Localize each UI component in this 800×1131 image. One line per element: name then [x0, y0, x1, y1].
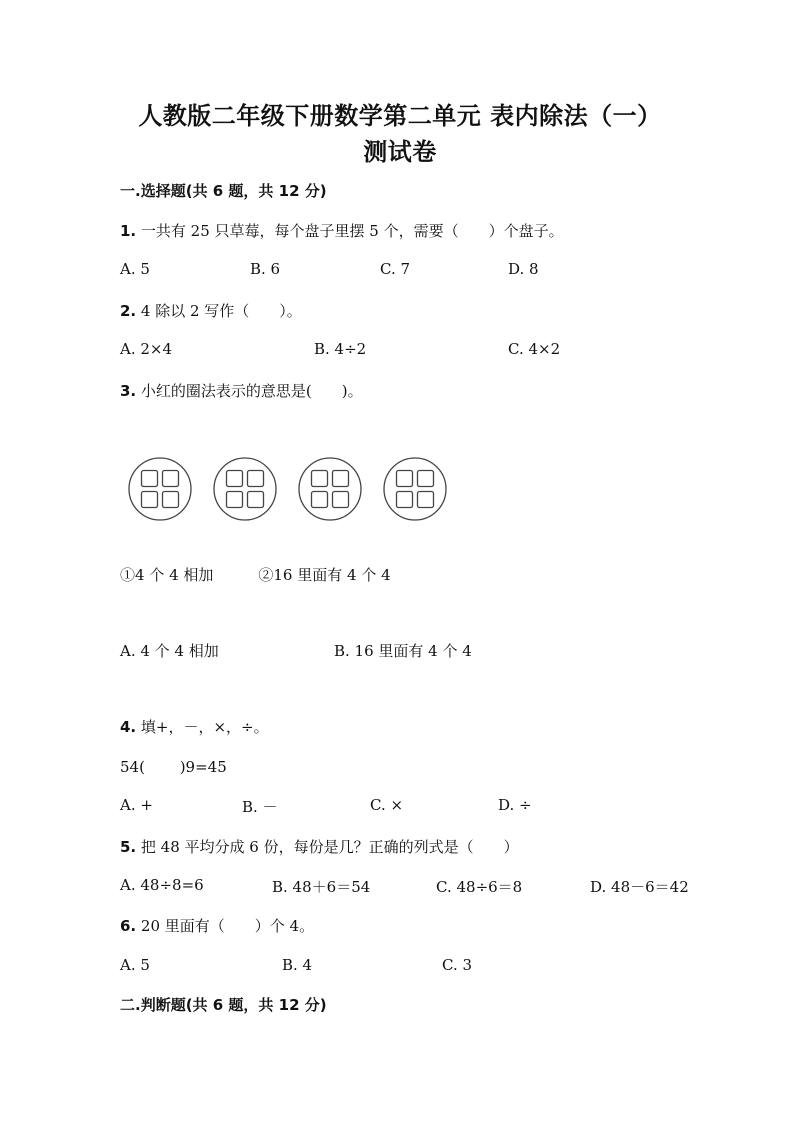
question-2 [120, 300, 302, 321]
square [163, 471, 179, 487]
q4-option-b[interactable]: B. － [242, 798, 278, 816]
question-number: 6. [120, 917, 137, 935]
circled-squares-diagram [128, 456, 458, 526]
square [312, 492, 328, 508]
square [397, 471, 413, 487]
question-text: 一共有 25 只草莓，每个盘子里摆 5 个，需要（ ）个盘子。 [136, 222, 564, 240]
square [163, 492, 179, 508]
page-subtitle: 测试卷 [363, 138, 437, 166]
square [397, 492, 413, 508]
square [333, 471, 349, 487]
square [312, 471, 328, 487]
question-text: 小红的圈法表示的意思是( )。 [136, 382, 363, 400]
q4-option-a[interactable]: A. + [120, 796, 153, 814]
question-text: 把 48 平均分成 6 份，每份是几？正确的列式是（ ） [136, 838, 519, 856]
square [418, 471, 434, 487]
question-5 [120, 836, 519, 857]
section-heading-choice: 一.选择题(共 6 题，共 12 分) [120, 182, 327, 200]
q5-option-b[interactable]: B. 48＋6＝54 [272, 878, 371, 896]
q4-expression: 54( )9=45 [120, 758, 227, 776]
square [248, 471, 264, 487]
question-text: 4 除以 2 写作（ ）。 [136, 302, 302, 320]
q2-option-a[interactable]: A. 2×4 [120, 340, 173, 358]
square [142, 492, 158, 508]
group-circle [214, 458, 276, 520]
question-6 [120, 915, 314, 936]
square [227, 492, 243, 508]
q3-option-b[interactable]: B. 16 里面有 4 个 4 [334, 642, 472, 660]
q5-option-c[interactable]: C. 48÷6＝8 [436, 878, 523, 896]
question-number: 1. [120, 222, 137, 240]
q2-option-c[interactable]: C. 4×2 [508, 340, 561, 358]
group-circle [129, 458, 191, 520]
q4-option-c[interactable]: C. × [370, 796, 404, 814]
q5-option-d[interactable]: D. 48－6＝42 [590, 878, 689, 896]
question-text: 填+，－，×，÷。 [136, 718, 269, 736]
group-circle [299, 458, 361, 520]
square [248, 492, 264, 508]
square [227, 471, 243, 487]
q5-option-a[interactable]: A. 48÷8=6 [120, 876, 204, 894]
square [142, 471, 158, 487]
question-text: 20 里面有（ ）个 4。 [136, 917, 315, 935]
page-title: 人教版二年级下册数学第二单元 表内除法（一） [138, 102, 662, 130]
section-heading-judgement: 二.判断题(共 6 题，共 12 分) [120, 996, 327, 1014]
q6-option-b[interactable]: B. 4 [282, 956, 313, 974]
q6-option-c[interactable]: C. 3 [442, 956, 473, 974]
question-number: 4. [120, 718, 137, 736]
question-number: 2. [120, 302, 137, 320]
q1-option-d[interactable]: D. 8 [508, 260, 539, 278]
q3-statement: ①4 个 4 相加 ②16 里面有 4 个 4 [120, 566, 391, 584]
q1-option-b[interactable]: B. 6 [250, 260, 281, 278]
grouping-figure [128, 456, 458, 530]
q6-option-a[interactable]: A. 5 [120, 956, 150, 974]
square [333, 492, 349, 508]
q1-option-a[interactable]: A. 5 [120, 260, 150, 278]
question-3 [120, 380, 363, 401]
question-1 [120, 220, 564, 241]
q1-option-c[interactable]: C. 7 [380, 260, 411, 278]
square [418, 492, 434, 508]
group-circle [384, 458, 446, 520]
q3-option-a[interactable]: A. 4 个 4 相加 [120, 642, 219, 660]
question-number: 3. [120, 382, 137, 400]
question-4 [120, 716, 269, 737]
question-number: 5. [120, 838, 137, 856]
q2-option-b[interactable]: B. 4÷2 [314, 340, 367, 358]
q4-option-d[interactable]: D. ÷ [498, 796, 532, 814]
